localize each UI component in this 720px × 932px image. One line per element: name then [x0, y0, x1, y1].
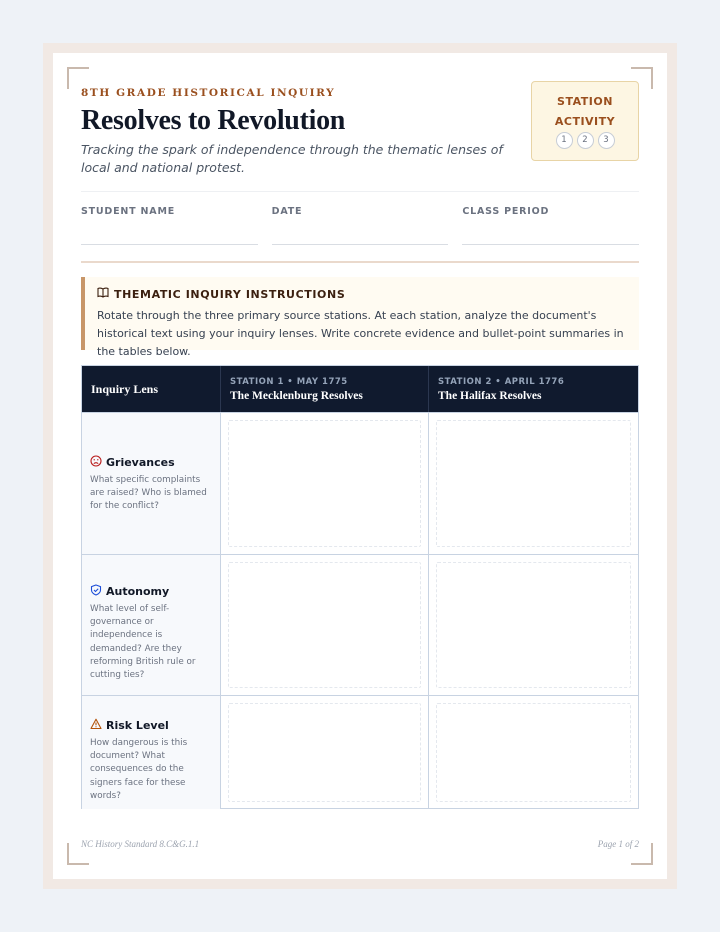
- step-circle: 1: [556, 132, 573, 149]
- worksheet-page: [53, 53, 667, 879]
- date-label: DATE: [271, 206, 303, 217]
- student-name-field[interactable]: [81, 206, 258, 245]
- station-activity-badge: [531, 81, 639, 161]
- date-line[interactable]: [272, 244, 449, 245]
- lens-column-header: Inquiry Lens: [82, 366, 221, 412]
- lens-cell-grievances: [82, 413, 221, 554]
- response-box[interactable]: [436, 703, 631, 802]
- divider: [81, 191, 639, 192]
- response-box[interactable]: [436, 420, 631, 547]
- response-box[interactable]: [436, 562, 631, 688]
- activity-label: ACTIVITY: [554, 115, 616, 128]
- footer-standard: NC History Standard 8.C&G.1.1: [81, 839, 200, 849]
- instructions-callout: [81, 277, 639, 358]
- lens-cell-risk-level: [82, 696, 221, 809]
- lens-title: Risk Level: [106, 719, 169, 732]
- station-1-kicker: STATION 1 • MAY 1775: [230, 377, 348, 387]
- grade-eyebrow: 8TH GRADE HISTORICAL INQUIRY: [81, 87, 336, 99]
- lens-question: What level of self-governance or independence is demanded? Are they reforming British rule or cutting ties?: [90, 604, 196, 681]
- lens-cell-autonomy: [82, 555, 221, 695]
- lens-question: What specific complaints are raised? Who is blamed for the conflict?: [90, 475, 207, 512]
- station-2-name: The Halifax Resolves: [438, 390, 542, 402]
- table-row: [82, 554, 638, 695]
- shield-check-icon: [90, 584, 102, 599]
- response-box[interactable]: [228, 703, 421, 802]
- open-book-icon: [97, 287, 109, 301]
- lens-title: Grievances: [106, 456, 175, 469]
- warning-triangle-icon: [90, 718, 102, 733]
- student-name-line[interactable]: [81, 244, 258, 245]
- station-2-header: [429, 366, 638, 412]
- response-box[interactable]: [228, 562, 421, 688]
- page-title: Resolves to Revolution: [81, 105, 346, 136]
- response-cell[interactable]: [221, 413, 429, 554]
- corner-mark: [67, 67, 89, 89]
- response-cell[interactable]: [429, 413, 638, 554]
- response-cell[interactable]: [221, 696, 429, 809]
- class-period-field[interactable]: [462, 206, 639, 245]
- station-1-name: The Mecklenburg Resolves: [230, 390, 363, 402]
- table-row: [82, 695, 638, 809]
- section-divider: [81, 261, 639, 263]
- station-label: STATION: [557, 95, 613, 108]
- class-period-label: CLASS PERIOD: [462, 206, 550, 217]
- table-header: [82, 366, 638, 412]
- lens-question: How dangerous is this document? What consequences do the signers face for these words?: [90, 738, 188, 801]
- station-2-kicker: STATION 2 • APRIL 1776: [438, 377, 565, 387]
- station-1-header: [221, 366, 429, 412]
- station-steps: [532, 132, 638, 149]
- instructions-body: Rotate through the three primary source stations. At each station, analyze the document's historical text using your inquiry lenses. Write concrete evidence and bullet-point summaries in the tables below.: [97, 309, 624, 358]
- lens-title: Autonomy: [106, 585, 170, 598]
- step-circle: 2: [577, 132, 594, 149]
- response-cell[interactable]: [221, 555, 429, 695]
- response-cell[interactable]: [429, 696, 638, 809]
- student-name-label: STUDENT NAME: [81, 206, 175, 217]
- footer-page-number: Page 1 of 2: [597, 839, 639, 849]
- step-circle: 3: [598, 132, 615, 149]
- response-cell[interactable]: [429, 555, 638, 695]
- response-box[interactable]: [228, 420, 421, 547]
- table-row: [82, 412, 638, 554]
- class-period-line[interactable]: [462, 244, 639, 245]
- frown-face-icon: [90, 455, 102, 470]
- instructions-heading: THEMATIC INQUIRY INSTRUCTIONS: [114, 287, 346, 301]
- inquiry-table: [81, 365, 639, 809]
- student-info-fields: [81, 206, 639, 245]
- page-subtitle: Tracking the spark of independence through the thematic lenses of local and national protest.: [81, 142, 503, 175]
- date-field[interactable]: [272, 206, 449, 245]
